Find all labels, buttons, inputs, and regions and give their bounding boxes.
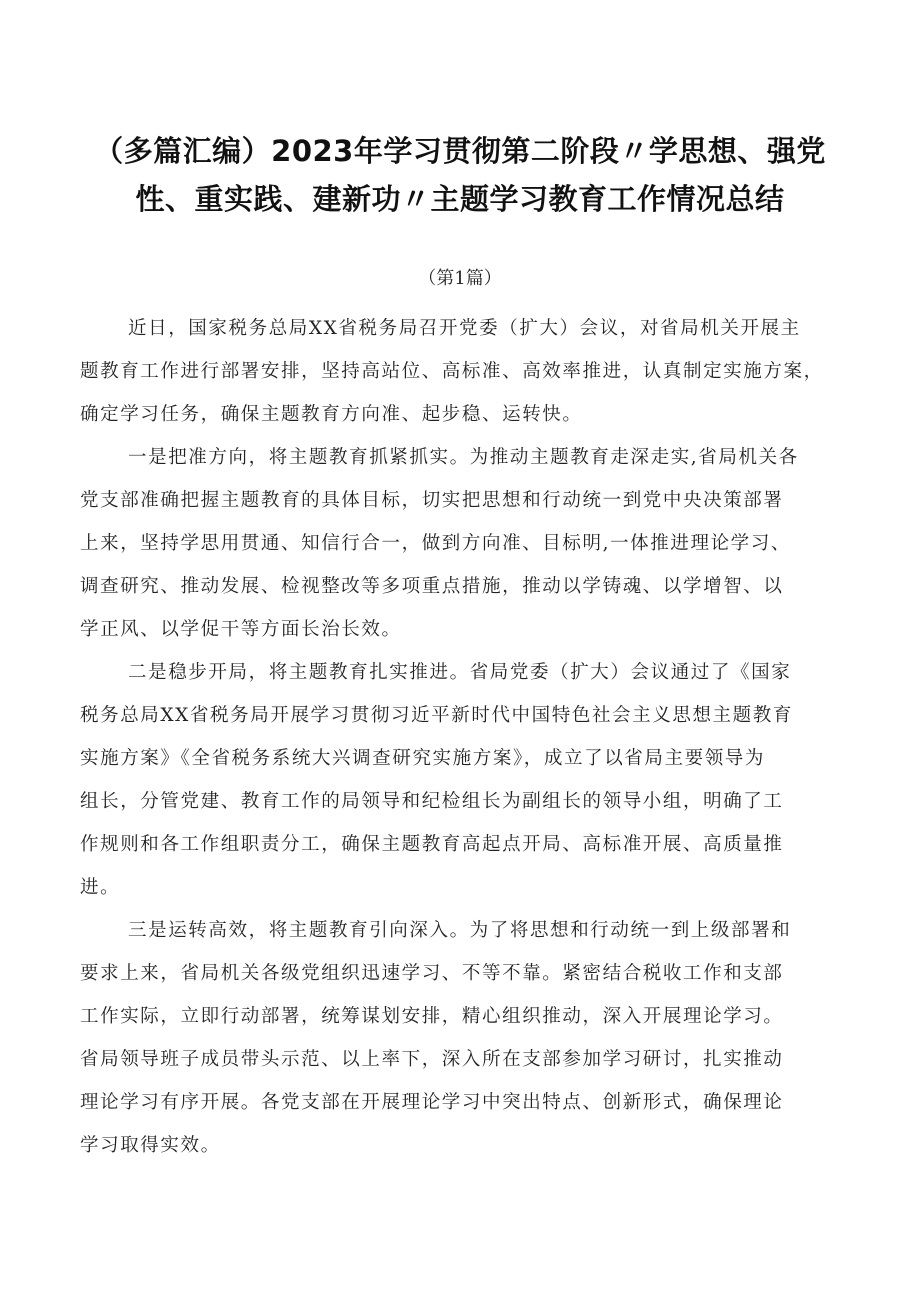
paragraph-line: 题教育工作进行部署安排，坚持高站位、高标准、高效率推进，认真制定实施方案， bbox=[80, 361, 824, 382]
paragraph-line: 党支部准确把握主题教育的具体目标，切实把思想和行动统一到党中央决策部署 bbox=[80, 490, 784, 511]
paragraph-start bbox=[80, 651, 850, 909]
paragraph-line: 调查研究、推动发展、检视整改等多项重点措施，推动以学铸魂、以学增智、以 bbox=[80, 576, 784, 597]
paragraph-line: 学习取得实效。 bbox=[80, 1135, 221, 1156]
paragraph-line: 一是把准方向，将主题教育抓紧抓实。为推动主题教育走深走实,省局机关各 bbox=[128, 447, 799, 468]
document-title bbox=[60, 127, 860, 223]
section-label: （第1篇） bbox=[418, 268, 502, 289]
paragraph-line: 确定学习任务，确保主题教育方向准、起步稳、运转快。 bbox=[80, 404, 583, 425]
paragraph-line: 上来，坚持学思用贯通、知信行合一，做到方向准、目标明,一体推进理论学习、 bbox=[80, 533, 791, 554]
title-line: （多篇汇编）2023年学习贯彻第二阶段〃学思想、强党 bbox=[94, 134, 826, 169]
paragraph-line: 税务总局XX省税务局开展学习贯彻习近平新时代中国特色社会主义思想主题教育 bbox=[80, 705, 793, 726]
paragraph-direction bbox=[80, 436, 850, 651]
paragraph-efficiency bbox=[80, 909, 850, 1167]
paragraph-line: 工作实际，立即行动部署，统筹谋划安排，精心组织推动，深入开展理论学习。 bbox=[80, 1006, 784, 1027]
paragraph-line: 要求上来，省局机关各级党组织迅速学习、不等不靠。紧密结合税收工作和支部 bbox=[80, 963, 784, 984]
document-body bbox=[80, 307, 850, 1167]
paragraph-intro bbox=[80, 307, 850, 436]
title-line: 性、重实践、建新功〃主题学习教育工作情况总结 bbox=[135, 182, 785, 217]
paragraph-line: 进。 bbox=[80, 877, 121, 898]
paragraph-line: 近日，国家税务总局XX省税务局召开党委（扩大）会议，对省局机关开展主 bbox=[128, 318, 801, 339]
paragraph-line: 作规则和各工作组职责分工，确保主题教育高起点开局、高标准开展、高质量推 bbox=[80, 834, 784, 855]
paragraph-line: 理论学习有序开展。各党支部在开展理论学习中突出特点、创新形式，确保理论 bbox=[80, 1092, 784, 1113]
paragraph-line: 省局领导班子成员带头示范、以上率下，深入所在支部参加学习研讨，扎实推动 bbox=[80, 1049, 784, 1070]
paragraph-line: 二是稳步开局，将主题教育扎实推进。省局党委（扩大）会议通过了《国家 bbox=[128, 662, 792, 683]
paragraph-line: 学正风、以学促干等方面长治长效。 bbox=[80, 619, 402, 640]
paragraph-line: 三是运转高效，将主题教育引向深入。为了将思想和行动统一到上级部署和 bbox=[128, 920, 792, 941]
paragraph-line: 组长，分管党建、教育工作的局领导和纪检组长为副组长的领导小组，明确了工 bbox=[80, 791, 784, 812]
paragraph-line: 实施方案》《全省税务系统大兴调查研究实施方案》，成立了以省局主要领导为 bbox=[80, 748, 766, 769]
